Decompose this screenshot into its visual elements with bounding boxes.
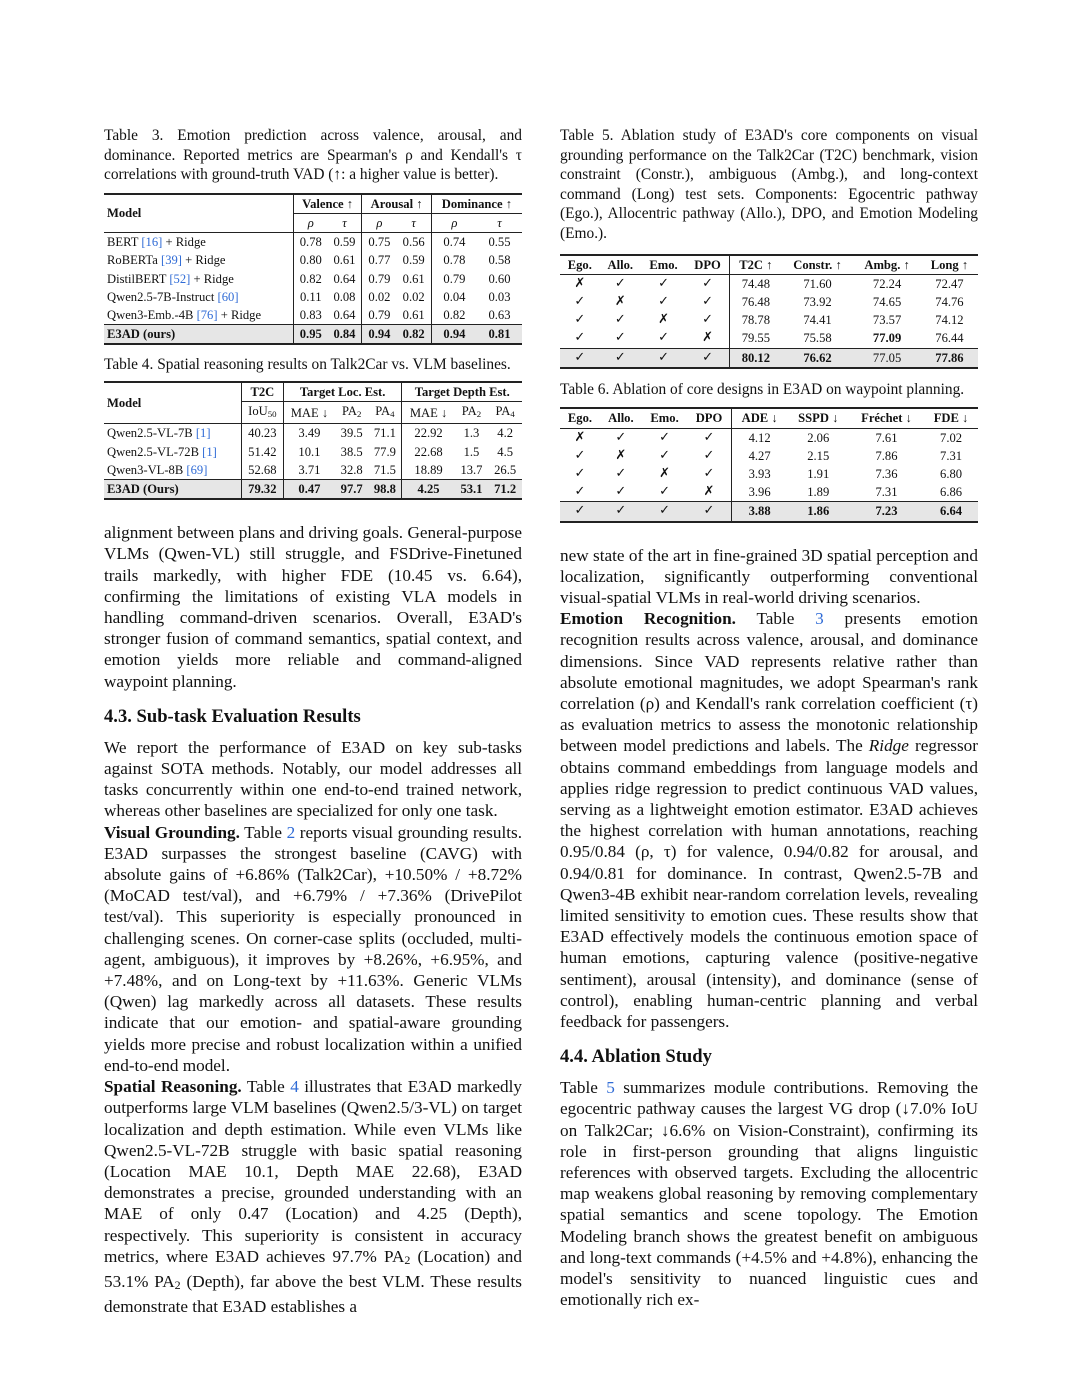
check-cell: ✓ [658, 293, 669, 309]
check-cell: ✗ [659, 465, 670, 481]
value-cell: 79.32 [241, 480, 283, 500]
table5-header-row [560, 255, 978, 275]
value-cell: 78.78 [741, 313, 771, 328]
model-name-cell: DistilBERT [52] + Ridge [104, 270, 293, 288]
table4-sub-pa2: $PA_2$ [342, 404, 362, 420]
table-row-ours [104, 480, 522, 500]
value-cell: 0.83 [299, 308, 322, 322]
table4-header-depth: Target Depth Est. [402, 382, 522, 402]
value-cell: 6.86 [940, 485, 963, 500]
value-cell: 53.1 [455, 480, 489, 500]
check-cell: ✓ [614, 330, 626, 346]
value-cell: 77.86 [921, 348, 978, 368]
value-cell: 73.92 [803, 294, 832, 309]
check-cell: ✓ [574, 330, 586, 346]
table-row [560, 428, 978, 447]
table-row [104, 233, 522, 252]
value-cell: 0.59 [397, 251, 432, 269]
check-cell: ✓ [615, 465, 627, 481]
table4-sub-pa4: $PA_4$ [368, 402, 402, 424]
value-cell: 0.11 [299, 289, 322, 304]
value-cell: 74.76 [935, 294, 964, 309]
value-cell: 7.31 [875, 485, 898, 500]
left-paragraph-2: We report the performance of E3AD on key sub-tasks against SOTA methods. Notably, our model addresses all tasks concurrently within one end-to-end trained network, whereas other baselines are specialized for only one task. [104, 737, 522, 821]
column-header: Fréchet ↓ [861, 411, 912, 426]
column-header: T2C ↑ [739, 257, 773, 272]
table4-sub-mae: MAE ↓ [290, 405, 329, 420]
column-header: Ambg. ↑ [864, 257, 910, 272]
column-header: Emo. [650, 411, 679, 426]
table-row [104, 251, 522, 269]
table-row [560, 329, 978, 348]
value-cell: 0.82 [397, 325, 432, 345]
check-cell: ✓ [642, 502, 688, 522]
value-cell: 22.92 [402, 424, 455, 443]
check-cell: ✓ [574, 293, 586, 309]
value-cell: 4.12 [731, 428, 787, 447]
value-cell: 22.68 [414, 444, 443, 459]
value-cell: 1.3 [455, 424, 489, 443]
value-cell: 0.04 [443, 289, 466, 304]
check-cell: ✗ [615, 447, 627, 463]
value-cell: 7.86 [875, 448, 898, 463]
emotion-recognition-paragraph: Emotion Recognition. Table 3 presents emotion recognition results across valence, arousal, and dominance dimensions. Since VAD represents relative rather than absolute emotional magnitudes, we adopt Spearman's rank correlation (ρ) and Kendall's rank correlation coefficient (τ) as evaluation metrics to assess the monotonic relationship between model predictions and labels. The Ridge regressor obtains command embeddings from language models and applies ridge regression to predict continuous VAD values, serving as a lightweight emotion estimator. E3AD achieves the highest correlation with human annotations, reaching 0.95/0.84 (ρ, τ) for valence, 0.94/0.82 for arousal, and 0.94/0.81 for dominance. In contrast, Qwen2.5-7B and Qwen3-4B exhibit near-random correlation levels, revealing limited sensitivity to emotion cues. These results show that E3AD effectively models the continuous emotion space of human emotions, capturing valence (positive-negative sentiment), arousal (intensity), and dominance (sense of control), enabling human-centric planning and verbal feedback for passengers. [560, 609, 978, 1032]
table-row [104, 270, 522, 288]
table-row [560, 465, 978, 483]
table3-sub-rho: ρ [376, 215, 383, 230]
check-cell: ✓ [560, 348, 600, 368]
check-cell: ✓ [641, 274, 686, 293]
table5-link[interactable]: 5 [606, 1078, 615, 1098]
check-cell: ✓ [600, 348, 641, 368]
table3-sub-rho: ρ [307, 215, 314, 230]
value-cell: 74.65 [872, 294, 902, 309]
value-cell: 0.81 [477, 325, 522, 345]
value-cell: 0.82 [299, 271, 322, 286]
value-cell: 0.94 [362, 325, 397, 345]
check-cell: ✓ [560, 502, 600, 522]
model-name-cell: Qwen3-Emb.-4B [76] + Ridge [104, 306, 293, 325]
table4-sub-mae: MAE ↓ [409, 405, 448, 420]
table-row [104, 306, 522, 325]
column-header: ADE ↓ [741, 411, 778, 426]
check-cell: ✓ [615, 484, 627, 500]
check-cell: ✗ [614, 293, 626, 309]
check-cell: ✓ [574, 447, 586, 463]
value-cell: 73.57 [872, 313, 902, 328]
table4-sub-pa2: $PA_2$ [461, 404, 482, 420]
table-row [104, 288, 522, 306]
right-paragraph-1: new state of the art in fine-grained 3D spatial perception and localization, significantly outperforming conventional visual-spatial VLMs in real-world driving scenarios. [560, 545, 978, 607]
value-cell: 18.89 [414, 462, 443, 477]
value-cell: 71.60 [782, 274, 854, 293]
value-cell: 6.80 [940, 466, 963, 481]
value-cell: 6.64 [924, 502, 978, 522]
table-row [104, 443, 522, 461]
section-4-4-heading: 4.4. Ablation Study [560, 1046, 712, 1068]
value-cell: 74.41 [803, 313, 832, 328]
table3-sub-tau: τ [328, 213, 362, 232]
value-cell: 76.48 [741, 294, 771, 309]
model-name-cell: Qwen2.5-7B-Instruct [60] [104, 288, 293, 306]
value-cell: 3.49 [283, 424, 335, 443]
check-cell: ✓ [686, 311, 729, 329]
value-cell: 7.36 [875, 466, 898, 481]
column-header: Ego. [567, 411, 593, 426]
column-header: FDE ↓ [933, 411, 969, 426]
value-cell: 39.5 [335, 424, 368, 443]
value-cell: 1.86 [788, 502, 849, 522]
column-header: DPO [687, 408, 731, 428]
value-cell: 0.59 [328, 233, 362, 252]
value-cell: 7.31 [940, 448, 963, 463]
check-cell: ✓ [600, 502, 642, 522]
value-cell: 0.63 [488, 308, 511, 322]
check-cell: ✓ [574, 465, 586, 481]
model-name-cell: RoBERTa [39] + Ridge [104, 251, 293, 269]
value-cell: 0.08 [328, 288, 362, 306]
value-cell: 0.64 [328, 270, 362, 288]
table4-header-t2c: T2C [241, 382, 283, 402]
table-row [560, 447, 978, 465]
check-cell: ✓ [686, 293, 729, 311]
value-cell: 38.5 [340, 444, 363, 459]
value-cell: 0.60 [488, 271, 511, 286]
check-cell: ✓ [687, 465, 731, 483]
visual-grounding-runin: Visual Grounding. [104, 822, 240, 842]
value-cell: 77.09 [872, 331, 902, 346]
value-cell: 79.55 [741, 331, 771, 346]
table3-caption: Table 3. Emotion prediction across valence, arousal, and dominance. Reported metrics are Spearman's ρ and Kendall's τ correlations with ground-truth VAD (↑: a higher value is better). [104, 127, 522, 184]
value-cell: 10.1 [298, 444, 321, 459]
value-cell: 77.9 [368, 443, 402, 461]
value-cell: 72.47 [921, 274, 978, 293]
value-cell: 0.78 [443, 253, 466, 268]
value-cell: 51.42 [241, 443, 283, 461]
value-cell: 0.61 [397, 306, 432, 325]
spatial-reasoning-paragraph: Spatial Reasoning. Table 4 illustrates that E3AD markedly outperforms large VLM baselines (Qwen2.5/3-VL) on target localization and depth estimation. While even VLMs like Qwen2.5-VL-72B struggle with basic spatial reasoning (Location MAE 10.1, Depth MAE 22.68), E3AD demonstrates a precise, grounded understanding with an MAE of only 0.47 (Location) and 4.25 (Depth), respectively. This superiority is consistent in accuracy metrics, where E3AD achieves 97.7% PA2 (Location) and 53.1% PA2 (Depth), far above the best VLM. These results demonstrate that E3AD establishes a [104, 1077, 523, 1317]
value-cell: 71.2 [488, 480, 522, 500]
value-cell: 32.8 [340, 462, 363, 477]
value-cell: 71.5 [368, 461, 402, 480]
table3-header-model: Model [104, 194, 293, 233]
right-column [560, 126, 978, 1311]
check-cell: ✓ [641, 348, 686, 368]
value-cell: 97.7 [335, 480, 368, 500]
check-cell: ✓ [600, 274, 641, 293]
check-cell: ✗ [658, 312, 669, 328]
value-cell: 4.5 [497, 444, 514, 459]
column-header: Emo. [649, 257, 678, 272]
value-cell: 0.82 [443, 308, 466, 322]
table3 [104, 193, 522, 346]
model-name-cell: E3AD (ours) [104, 325, 293, 345]
table5-body [560, 274, 978, 368]
value-cell: 0.78 [293, 233, 327, 252]
table4-sub-iou: IoU$_{50}$ [241, 402, 283, 424]
table-row [560, 293, 978, 311]
value-cell: 13.7 [460, 462, 483, 477]
table3-body [104, 233, 522, 345]
check-cell: ✓ [687, 447, 731, 465]
model-name-cell: E3AD (Ours) [104, 480, 241, 500]
table6 [560, 407, 978, 522]
check-cell: ✗ [687, 483, 731, 502]
value-cell: 7.02 [924, 428, 978, 447]
check-cell: ✓ [642, 428, 688, 447]
table-row-ours [560, 348, 978, 368]
value-cell: 0.61 [397, 270, 432, 288]
check-cell: ✓ [687, 502, 731, 522]
value-cell: 0.74 [431, 233, 477, 252]
model-name-cell: Qwen3-VL-8B [69] [104, 461, 241, 480]
value-cell: 40.23 [241, 424, 283, 443]
value-cell: 0.56 [397, 233, 432, 252]
check-cell: ✗ [560, 274, 600, 293]
value-cell: 0.64 [328, 306, 362, 325]
value-cell: 0.02 [368, 289, 391, 304]
value-cell: 76.62 [782, 348, 854, 368]
table-row [560, 483, 978, 502]
spatial-reasoning-runin: Spatial Reasoning. [104, 1077, 242, 1097]
value-cell: 3.96 [748, 485, 771, 500]
value-cell: 0.58 [488, 253, 511, 268]
check-cell: ✓ [600, 428, 642, 447]
table2-link[interactable]: 2 [286, 822, 296, 842]
value-cell: 4.25 [402, 480, 455, 500]
model-name-cell: BERT [16] + Ridge [104, 233, 293, 252]
value-cell: 0.61 [328, 251, 362, 269]
check-cell: ✓ [659, 484, 670, 500]
value-cell: 0.80 [299, 253, 322, 268]
value-cell: 0.75 [362, 233, 397, 252]
value-cell: 77.05 [853, 348, 921, 368]
table3-sub-tau: τ [497, 215, 502, 230]
value-cell: 0.77 [368, 253, 391, 268]
table4-body [104, 424, 522, 499]
check-cell: ✓ [686, 348, 729, 368]
value-cell: 0.79 [368, 271, 391, 286]
value-cell: 0.47 [283, 480, 335, 500]
value-cell: 7.23 [849, 502, 924, 522]
section-4-3-heading: 4.3. Sub-task Evaluation Results [104, 705, 361, 727]
value-cell: 1.89 [807, 485, 830, 500]
value-cell: 0.79 [443, 271, 466, 286]
model-name-cell: Qwen2.5-VL-72B [1] [104, 443, 241, 461]
table4-link[interactable]: 4 [290, 1077, 299, 1097]
value-cell: 0.55 [477, 233, 522, 252]
value-cell: 0.84 [328, 325, 362, 345]
table-row [104, 424, 522, 443]
value-cell: 4.2 [488, 424, 522, 443]
column-header: DPO [686, 255, 729, 275]
check-cell: ✓ [658, 330, 669, 346]
column-header: SSPD ↓ [798, 411, 839, 426]
table5 [560, 254, 978, 369]
value-cell: 71.1 [368, 424, 402, 443]
table3-sub-tau: τ [397, 213, 432, 232]
value-cell: 0.03 [488, 289, 511, 304]
table-row [104, 461, 522, 480]
value-cell: 3.71 [298, 462, 321, 477]
value-cell: 72.24 [853, 274, 921, 293]
table-row-ours [104, 325, 522, 345]
left-column [104, 126, 522, 1317]
value-cell: 1.5 [463, 444, 480, 459]
value-cell: 0.95 [293, 325, 327, 345]
check-cell: ✓ [574, 312, 586, 328]
value-cell: 3.88 [731, 502, 787, 522]
visual-grounding-paragraph: Visual Grounding. Table 2 reports visual grounding results. E3AD surpasses the strongest baseline (CAVG) with absolute gains of +6.86% (Talk2Car), +10.50% / +8.72% (MoCAD test/val), and +6.79% / +7.36% (DrivePilot test/val). This superiority is especially pronounced in challenging scenes. On corner-case splits (occluded, multi-agent, ambiguous), it improves by +8.26%, +6.95%, and +7.48%, and on Long-text by +11.63%. Generic VLMs (Qwen) lag markedly across all datasets. These results indicate that our emotion- and spatial-aware grounding yields more precise and robust localization within a unified end-to-end model. [104, 822, 522, 1075]
table3-header-dominance: Dominance ↑ [431, 194, 522, 214]
value-cell: 0.02 [397, 288, 432, 306]
value-cell: 75.58 [803, 331, 832, 346]
value-cell: 80.12 [730, 348, 782, 368]
table5-caption: Table 5. Ablation study of E3AD's core components on visual grounding performance on the Talk2Car (T2C) benchmark, vision constraint (Constr.), ambiguous (Ambg.), and long-context command (Long) test sets. Components: Egocentric pathway (Ego.), Allocentric pathway (Allo.), DPO, and Emotion Modeling (Emo.). [560, 127, 978, 242]
table4-header-loc: Target Loc. Est. [283, 382, 402, 402]
left-paragraph-1: alignment between plans and driving goals. General-purpose VLMs (Qwen-VL) still struggle, and FSDrive-Finetuned trails markedly, with higher FDE (10.45 vs. 6.64), confirming the limitations of existing VLA models in handling command-driven scenarios. Overall, E3AD's stronger fusion of command semantics, spatial context, and emotion yields more reliable and command-aligned waypoint planning. [104, 523, 522, 691]
table6-header-row [560, 408, 978, 428]
value-cell: 74.12 [935, 313, 964, 328]
table-row-ours [560, 502, 978, 522]
table4-sub-pa4: $PA_4$ [495, 404, 515, 420]
check-cell: ✗ [686, 329, 729, 348]
column-header: Allo. [607, 257, 634, 272]
ablation-paragraph: Table 5 summarizes module contributions. Removing the egocentric pathway causes the largest VG drop (↓7.0% IoU on Talk2Car; ↓6.6% on Vision-Constraint), confirming its role in first-person grounding that aligns linguistic references with observed targets. Excluding the allocentric map weakens global reasoning by removing complementary spatial semantics and scene topology. The Emotion Modeling branch shows the greatest benefit on ambiguous and long-text commands (+4.5% and +4.8%), enhancing the model's sensitivity to nuanced linguistic cues and emotionally rich ex- [560, 1078, 978, 1310]
check-cell: ✓ [686, 274, 729, 293]
check-cell: ✓ [614, 312, 626, 328]
table3-header-arousal: Arousal ↑ [362, 194, 432, 214]
value-cell: 76.44 [935, 331, 964, 346]
table4-caption: Table 4. Spatial reasoning results on Talk2Car vs. VLM baselines. [104, 356, 511, 374]
check-cell: ✓ [687, 428, 731, 447]
value-cell: 74.48 [730, 274, 782, 293]
value-cell: 0.79 [368, 308, 391, 322]
check-cell: ✓ [659, 447, 670, 463]
table6-caption: Table 6. Ablation of core designs in E3AD on waypoint planning. [560, 380, 965, 398]
table6-body [560, 428, 978, 522]
model-name-cell: Qwen2.5-VL-7B [1] [104, 424, 241, 443]
value-cell: 2.15 [807, 448, 830, 463]
value-cell: 2.06 [788, 428, 849, 447]
check-cell: ✗ [560, 428, 600, 447]
table3-sub-rho: ρ [451, 215, 458, 230]
value-cell: 0.94 [431, 325, 477, 345]
column-header: Constr. ↑ [793, 257, 842, 272]
value-cell: 1.91 [807, 466, 830, 481]
value-cell: 4.27 [748, 448, 771, 463]
value-cell: 26.5 [494, 462, 517, 477]
check-cell: ✓ [574, 484, 586, 500]
value-cell: 98.8 [368, 480, 402, 500]
value-cell: 52.68 [241, 461, 283, 480]
table3-header-valence: Valence ↑ [293, 194, 361, 214]
column-header: Ego. [567, 257, 592, 272]
table3-link[interactable]: 3 [815, 609, 824, 629]
column-header: Long ↑ [930, 257, 969, 272]
emotion-recognition-runin: Emotion Recognition. [560, 609, 736, 629]
value-cell: 7.61 [849, 428, 924, 447]
table4-header-model: Model [104, 382, 241, 424]
value-cell: 3.93 [748, 466, 771, 481]
table-row [560, 311, 978, 329]
table-row [560, 274, 978, 293]
column-header: Allo. [608, 411, 634, 426]
table4 [104, 381, 522, 500]
